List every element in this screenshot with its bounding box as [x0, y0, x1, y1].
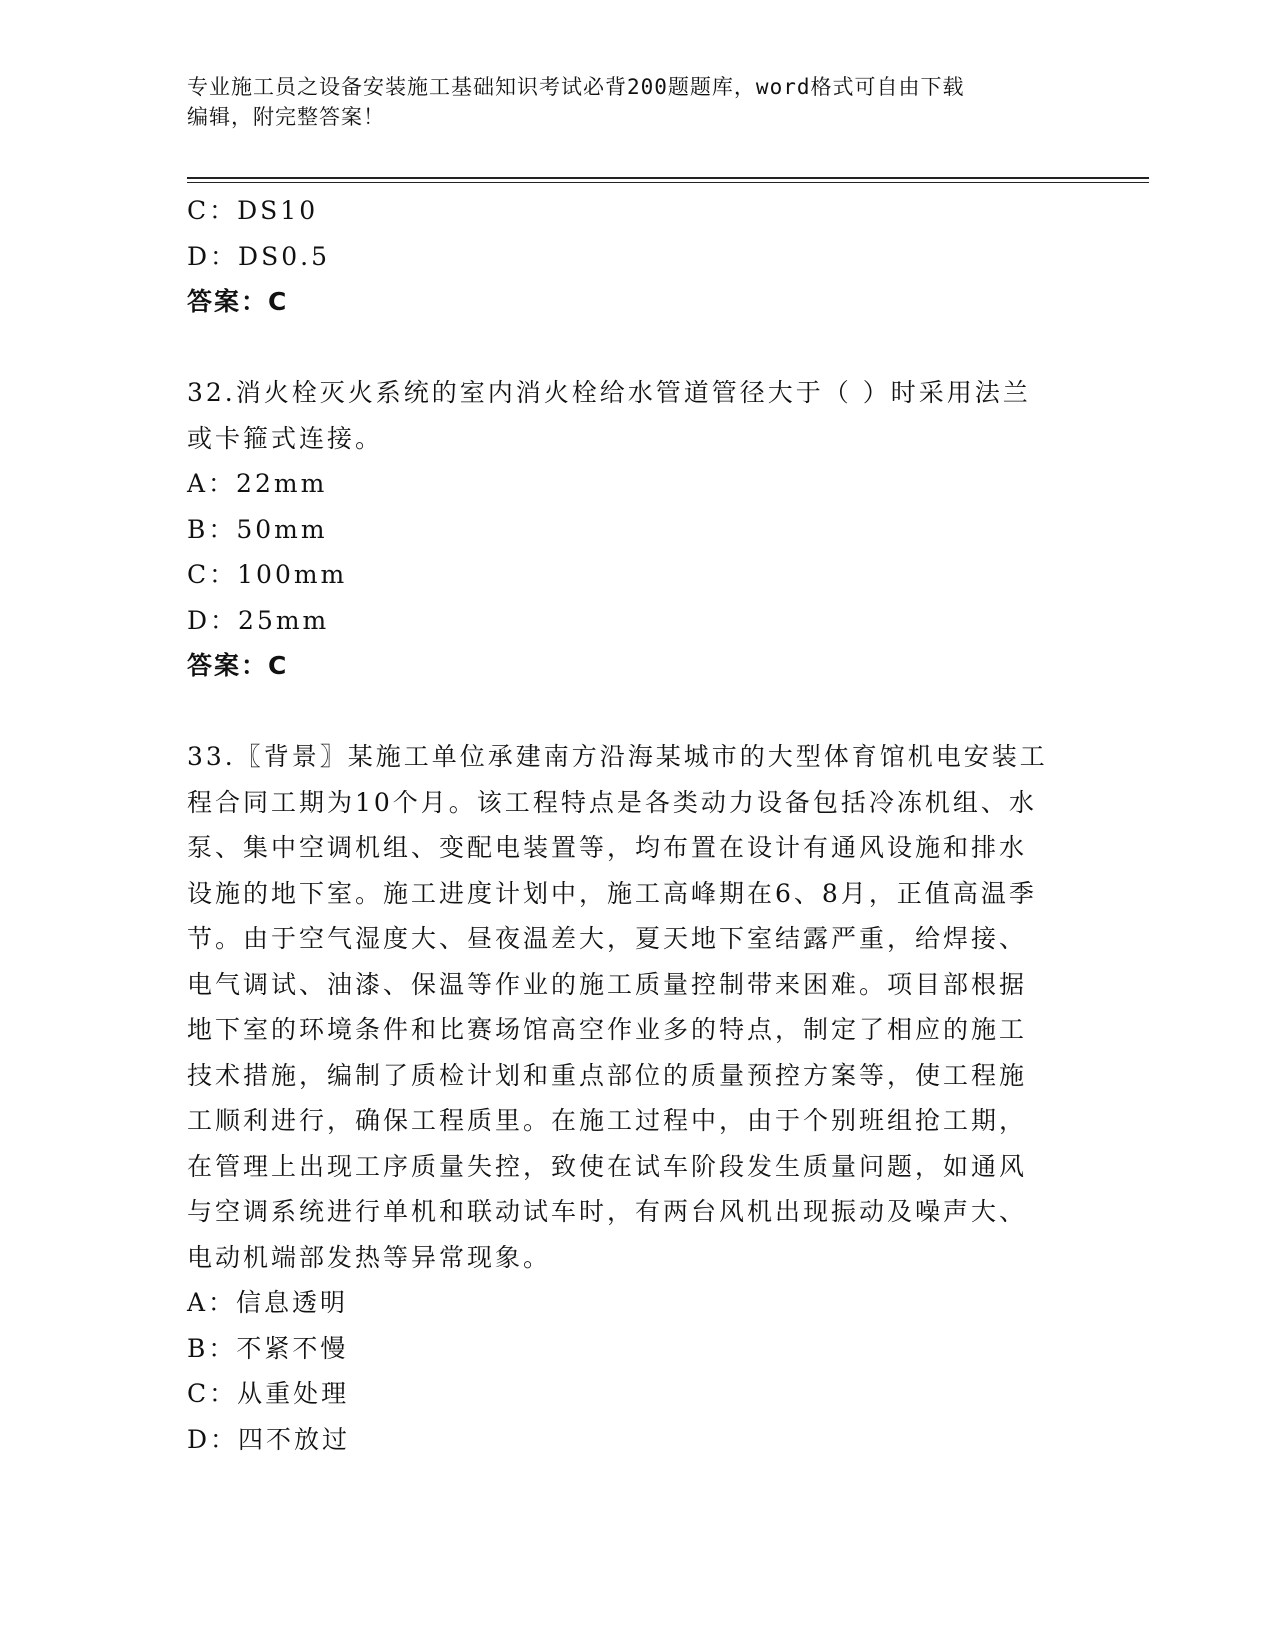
spacer — [187, 689, 1067, 735]
option-d: D：DS0.5 — [187, 241, 330, 271]
option-d: D：25mm — [187, 605, 330, 635]
question-stem: 设施的地下室。施工进度计划中，施工高峰期在6、8月，正值高温季 — [187, 878, 1037, 908]
question-stem: 泵、集中空调机组、变配电装置等，均布置在设计有通风设施和排水 — [187, 833, 1028, 862]
option-d: D：四不放过 — [187, 1424, 351, 1454]
option-c: C：从重处理 — [187, 1379, 350, 1408]
page-header — [187, 72, 1067, 132]
question-stem: 节。由于空气湿度大、昼夜温差大，夏天地下室结露严重，给焊接、 — [187, 924, 1028, 953]
option-a: A：22mm — [187, 469, 328, 498]
question-33 — [187, 734, 1067, 1462]
question-stem: 技术措施，编制了质检计划和重点部位的质量预控方案等，使工程施 — [187, 1060, 1028, 1090]
option-b: B：50mm — [187, 514, 328, 544]
option-b: B：不紧不慢 — [187, 1333, 349, 1363]
header-title-line1: 专业施工员之设备安装施工基础知识考试必背200题题库，word格式可自由下载 — [187, 75, 965, 99]
question-stem: 程合同工期为10个月。该工程特点是各类动力设备包括冷冻机组、水 — [187, 787, 1037, 817]
spacer — [187, 325, 1067, 371]
question-stem: 电动机端部发热等异常现象。 — [187, 1242, 552, 1272]
question-31 — [187, 188, 1067, 325]
question-32 — [187, 370, 1067, 689]
question-stem: 地下室的环境条件和比赛场馆高空作业多的特点，制定了相应的施工 — [187, 1015, 1028, 1044]
answer: 答案：C — [187, 287, 289, 316]
question-stem: 工顺利进行，确保工程质里。在施工过程中，由于个别班组抢工期， — [187, 1106, 1028, 1135]
header-title-line2: 编辑，附完整答案！ — [187, 105, 385, 129]
question-stem: 与空调系统进行单机和联动试车时，有两台风机出现振动及噪声大、 — [187, 1197, 1028, 1226]
option-a: A：信息透明 — [187, 1288, 349, 1317]
option-c: C：100mm — [187, 560, 348, 589]
question-stem: 32.消火栓灭火系统的室内消火栓给水管道管径大于（ ）时采用法兰 — [187, 378, 1031, 407]
option-c: C：DS10 — [187, 196, 319, 225]
header-divider-thin — [187, 182, 1149, 183]
question-stem: 或卡箍式连接。 — [187, 423, 384, 453]
header-divider-thick — [187, 177, 1149, 179]
question-stem: 33.〖背景〗某施工单位承建南方沿海某城市的大型体育馆机电安装工 — [187, 742, 1048, 771]
answer: 答案：C — [187, 651, 289, 680]
question-list — [187, 188, 1067, 1462]
question-stem: 电气调试、油漆、保温等作业的施工质量控制带来困难。项目部根据 — [187, 969, 1028, 999]
question-stem: 在管理上出现工序质量失控，致使在试车阶段发生质量问题，如通风 — [187, 1151, 1028, 1181]
